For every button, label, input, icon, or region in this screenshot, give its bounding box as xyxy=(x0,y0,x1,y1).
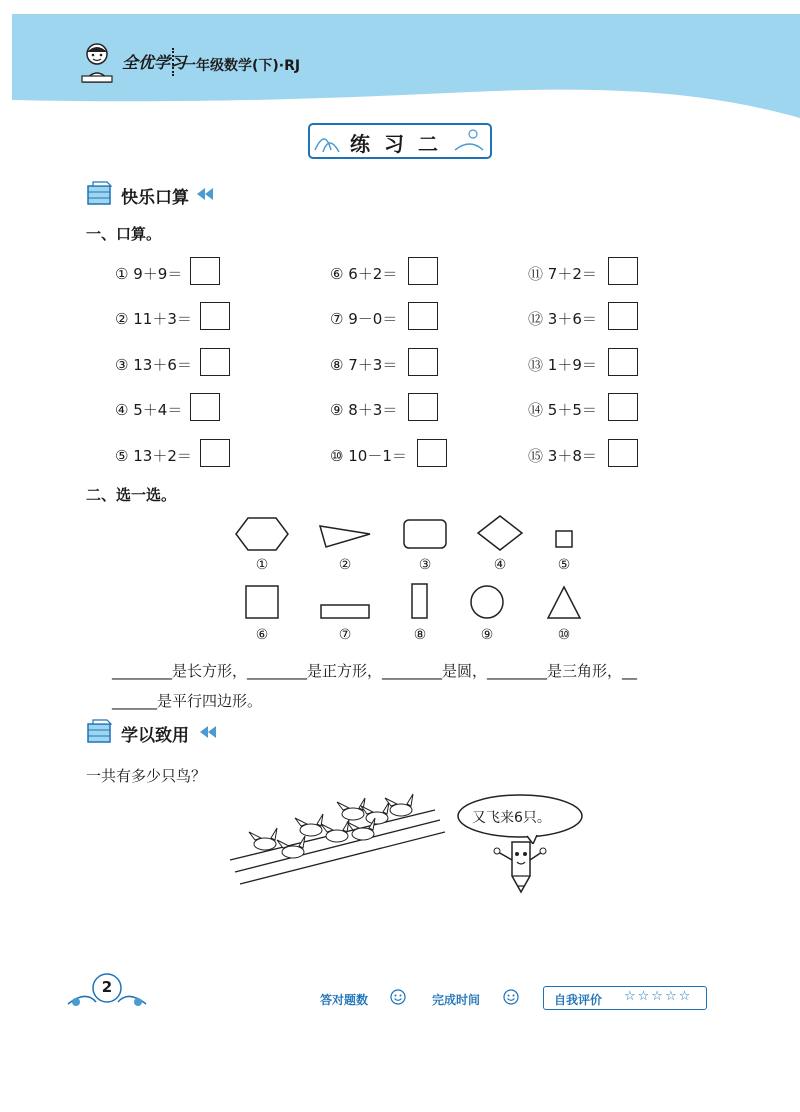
correct-count-label: 答对题数 xyxy=(320,993,369,1007)
shape-label: ⑩ xyxy=(557,627,571,643)
bird-icon xyxy=(385,794,413,816)
smiley-icon xyxy=(503,989,519,1005)
books-icon xyxy=(85,718,115,746)
page-number: 2 xyxy=(101,978,113,996)
section-label: 学以致用 xyxy=(121,726,189,746)
shape-label: ③ xyxy=(418,557,432,573)
double-arrow-icon xyxy=(200,726,216,738)
self-evaluation-label: 自我评价 xyxy=(554,993,603,1007)
wide-rectangle-icon xyxy=(321,605,369,618)
speech-bubble-text: 又飞来6只。 xyxy=(472,810,551,826)
shape-label: ④ xyxy=(493,557,507,573)
course-title: 一年级数学(下)·RJ xyxy=(182,58,301,74)
smiley-icon xyxy=(390,989,406,1005)
small-square-icon xyxy=(556,531,572,547)
shape-label: ⑥ xyxy=(255,627,269,643)
brand-name: 全优学习 xyxy=(122,53,187,72)
shape-label: ⑧ xyxy=(413,627,427,643)
tall-rectangle-icon xyxy=(412,584,427,618)
rhombus-icon xyxy=(478,516,522,550)
bird-icon xyxy=(321,820,349,842)
section-label: 快乐口算 xyxy=(121,188,189,208)
question-1-title: 一、口算。 xyxy=(86,225,162,243)
circle-icon xyxy=(471,586,503,618)
bird-icon xyxy=(295,814,323,836)
bird-icon xyxy=(337,798,365,820)
shape-label: ⑤ xyxy=(557,557,571,573)
triangle-wedge-icon xyxy=(320,526,370,547)
shape-label: ② xyxy=(338,557,352,573)
square-icon xyxy=(246,586,278,618)
pencil-character-icon xyxy=(490,838,550,896)
bird-icon xyxy=(249,828,277,850)
triangle-icon xyxy=(548,587,580,618)
birds-on-wires-illustration xyxy=(225,790,445,890)
fill-in-line: ______是平行四边形。 xyxy=(112,692,263,710)
shape-label: ⑦ xyxy=(338,627,352,643)
rating-stars[interactable]: ☆☆☆☆☆ xyxy=(624,989,693,1004)
question-2-title: 二、选一选。 xyxy=(86,486,177,504)
shape-label: ⑨ xyxy=(480,627,494,643)
rounded-rectangle-icon xyxy=(404,520,446,548)
time-spent-label: 完成时间 xyxy=(432,993,481,1007)
lesson-title: 练习二 xyxy=(350,132,452,156)
shape-label: ① xyxy=(255,557,269,573)
question-3-title: 一共有多少只鸟？ xyxy=(86,767,207,785)
hexagon-icon xyxy=(236,518,288,550)
fill-in-line: ________是长方形，________是正方形，________是圆，________是三角形，__ xyxy=(112,662,638,680)
